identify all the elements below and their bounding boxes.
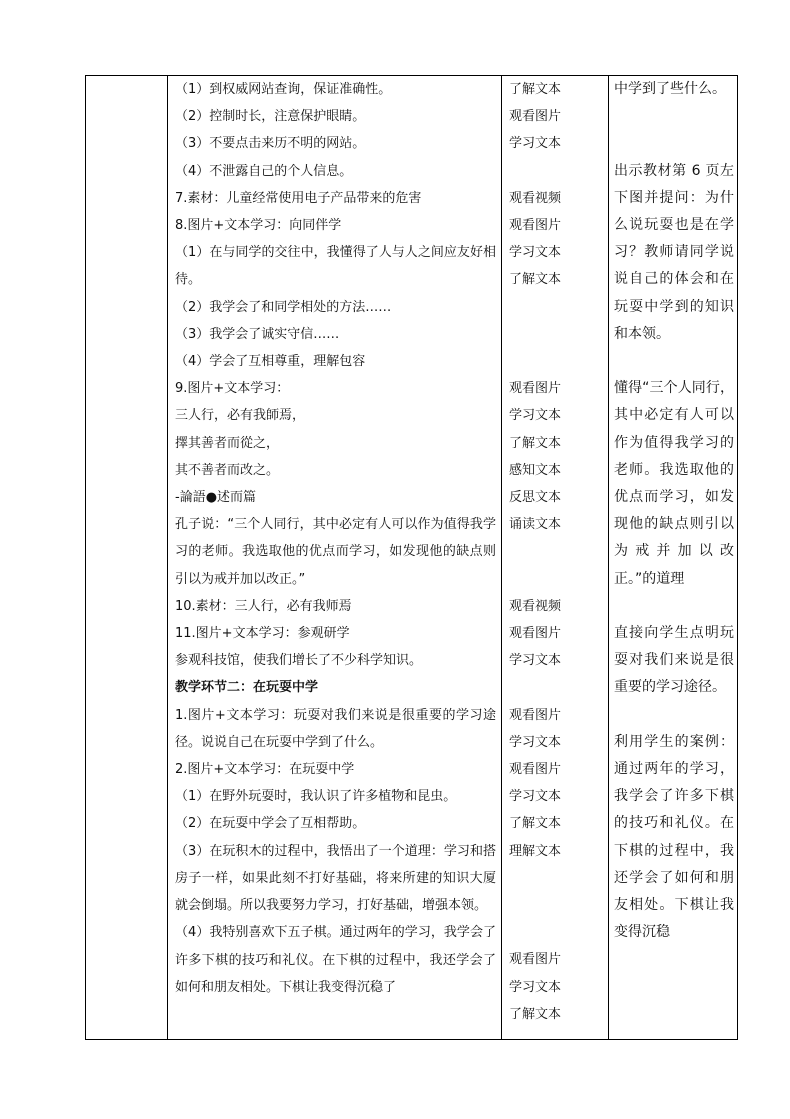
content-line: 10.素材：三人行，必有我师焉 — [175, 598, 352, 614]
row-spacer — [509, 538, 608, 565]
intent-paragraph: 利用学生的案例：通过两年的学习，我学会了许多下棋的技巧和礼仪。在下棋的过程中，我还学会了如何和朋友相处。下棋让我变得沉稳 — [614, 733, 734, 941]
row-spacer — [509, 321, 608, 348]
intent-paragraph: 直接向学生点明玩耍对我们来说是很重要的学习途径。 — [614, 625, 734, 696]
content-line: （2）控制时长，注意保护眼睛。 — [175, 109, 366, 125]
content-line: 2.图片+文本学习：在玩耍中学 — [175, 762, 355, 778]
activity-label: 学习文本 — [509, 653, 562, 669]
content-line: （1）在与同学的交往中，我懂得了人与人之间应友好相待。 — [175, 245, 496, 288]
row-spacer — [509, 348, 608, 375]
activity-label: 观看图片 — [509, 109, 562, 125]
teaching-content-cell — [168, 76, 502, 1040]
activity-label: 诵读文本 — [509, 517, 562, 533]
activity-label: 观看视频 — [509, 190, 562, 206]
row-spacer — [614, 593, 734, 620]
activity-label: 学习文本 — [509, 734, 562, 750]
row-spacer — [614, 103, 734, 130]
row-spacer — [509, 919, 608, 946]
activity-label: 学习文本 — [509, 136, 562, 152]
row-spacer — [509, 566, 608, 593]
activity-label: 了解文本 — [509, 82, 562, 97]
content-line: 9.图片+文本学习： — [175, 381, 290, 397]
content-line: 孔子说：“三个人同行，其中必定有人可以作为值得我学习的老师。我选取他的优点而学习，如发现他的缺点则引以为戒并加以改正。” — [175, 517, 496, 587]
activity-label: 理解文本 — [509, 843, 562, 859]
activity-label: 了解文本 — [509, 816, 562, 832]
activity-label: 反思文本 — [509, 489, 562, 505]
activity-label: 学习文本 — [509, 789, 562, 805]
activity-label: 学习文本 — [509, 979, 562, 995]
content-line: -論語●述而篇 — [175, 490, 257, 506]
row-spacer — [509, 674, 608, 701]
activity-label: 观看图片 — [509, 952, 562, 968]
activity-label: 学习文本 — [509, 408, 562, 424]
design-intent-cell — [609, 76, 738, 1040]
content-line: 11.图片+文本学习：参观研学 — [175, 626, 350, 642]
activity-label: 观看图片 — [509, 218, 562, 233]
activity-label: 感知文本 — [509, 462, 562, 478]
content-line: 其不善者而改之。 — [175, 462, 280, 478]
content-line: 1.图片+文本学习：玩耍对我们来说是很重要的学习途径。说说自己在玩耍中学到了什么。 — [175, 707, 496, 750]
content-line: （1）到权威网站查询，保证准确性。 — [175, 82, 392, 97]
activity-label: 了解文本 — [509, 435, 562, 451]
row-spacer — [614, 702, 734, 729]
content-line: （2）在玩耍中学会了互相帮助。 — [175, 816, 366, 832]
content-line: （1）在野外玩耍时，我认识了许多植物和昆虫。 — [175, 789, 457, 805]
activity-label: 观看图片 — [509, 625, 562, 641]
row-spacer — [509, 865, 608, 892]
content-line: （3）我学会了诚实守信…… — [175, 326, 340, 342]
content-line: （3）在玩积木的过程中，我悟出了一个道理：学习和搭房子一样，如果此刻不打好基础，将来所建的知识大厦就会倒塌。所以我要努力学习，打好基础，增强本领。 — [175, 843, 496, 914]
intent-paragraph: 出示教材第 6 页左下图并提问：为什么说玩耍也是在学习？教师请同学说说自己的体会和在玩耍中学到的知识和本领。 — [614, 162, 734, 342]
intent-paragraph: 中学到了些什么。 — [614, 81, 726, 97]
activity-label: 了解文本 — [509, 272, 562, 288]
content-line: 参观科技馆，使我们增长了不少科学知识。 — [175, 653, 423, 669]
activity-label: 观看视频 — [509, 598, 562, 614]
content-line: （3）不要点击来历不明的网站。 — [175, 136, 366, 152]
lesson-plan-table — [85, 75, 738, 1040]
row-spacer — [509, 158, 608, 185]
row-spacer — [509, 892, 608, 919]
activity-label: 观看图片 — [509, 761, 562, 777]
content-line: （4）不泄露自己的个人信息。 — [175, 163, 353, 179]
section-heading: 教学环节二：在玩耍中学 — [175, 680, 319, 696]
content-line: （4）我特别喜欢下五子棋。通过两年的学习，我学会了许多下棋的技巧和礼仪。在下棋的过程中，我还学会了如何和朋友相处。下棋让我变得沉稳了 — [175, 925, 496, 995]
activity-label: 观看图片 — [509, 707, 562, 723]
row-spacer — [614, 348, 734, 375]
empty-first-column-cell — [86, 76, 168, 1040]
row-spacer — [509, 294, 608, 321]
row-spacer — [614, 130, 734, 157]
table-row — [86, 76, 738, 1040]
student-activity-cell — [502, 76, 609, 1040]
content-line: 擇其善者而從之， — [175, 435, 280, 451]
activity-label: 了解文本 — [509, 1006, 562, 1022]
intent-paragraph: 懂得“三个人同行，其中必定有人可以作为值得我学习的老师。我选取他的优点而学习，如发现他的缺点则引以为戒并加以改正。”的道理 — [614, 380, 734, 587]
content-line: （2）我学会了和同学相处的方法…… — [175, 299, 392, 315]
content-line: （4）学会了互相尊重，理解包容 — [175, 354, 366, 370]
content-line: 三人行，必有我師焉， — [175, 408, 306, 424]
activity-label: 学习文本 — [509, 245, 562, 261]
content-line: 7.素材：儿童经常使用电子产品带来的危害 — [175, 190, 422, 206]
activity-label: 观看图片 — [509, 381, 562, 397]
content-line: 8.图片+文本学习：向同伴学 — [175, 218, 342, 234]
